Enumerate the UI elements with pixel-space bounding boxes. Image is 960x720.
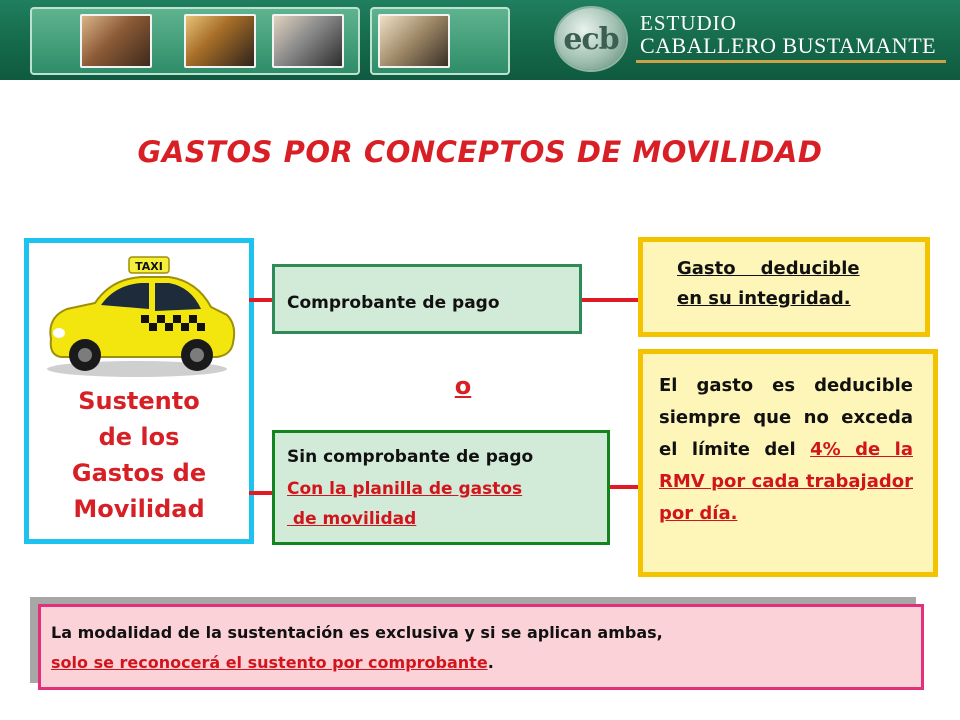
note-line-2 <box>51 653 494 672</box>
note-line-2-end: . <box>487 653 494 672</box>
logo-underline <box>636 60 946 63</box>
header-banner <box>0 0 960 80</box>
exclusivity-note <box>38 604 924 690</box>
expense-sheet-label-1: Con la planilla de gastos <box>287 479 523 499</box>
connector-right-top <box>582 298 640 302</box>
limit-deductible-box <box>638 349 938 577</box>
no-receipt-label: Sin comprobante de pago <box>287 447 534 467</box>
logo-mark: ecb <box>563 21 619 57</box>
company-name-line2: CABALLERO BUSTAMANTE <box>640 33 937 59</box>
support-label-line: de los <box>98 423 180 451</box>
support-label-line: Gastos de <box>71 459 207 487</box>
connector-left-bottom <box>249 491 273 495</box>
fully-deductible-box <box>638 237 930 337</box>
limit-text <box>659 370 913 530</box>
no-receipt-box <box>272 430 610 545</box>
receipt-box <box>272 264 582 334</box>
taxi-icon <box>37 251 241 381</box>
banner-photo-4 <box>378 14 450 68</box>
expense-sheet-label-2: de movilidad <box>287 509 417 529</box>
banner-photo-3 <box>272 14 344 68</box>
taxi-sign-text: TAXI <box>135 260 163 273</box>
or-separator: o <box>454 372 472 400</box>
deductible-line-1: Gasto deducible <box>677 258 860 279</box>
note-line-1: La modalidad de la sustentación es exclusiva y si se aplican ambas, <box>51 623 663 642</box>
banner-photo-2 <box>184 14 256 68</box>
company-name <box>640 12 936 57</box>
ecb-logo-icon <box>556 8 626 70</box>
page-title: GASTOS POR CONCEPTOS DE MOVILIDAD <box>137 135 823 169</box>
receipt-label: Comprobante de pago <box>287 293 500 313</box>
support-label-line: Movilidad <box>73 495 205 523</box>
limit-text-highlight: 4% de la RMV por cada trabajador por día. <box>659 439 913 524</box>
connector-left-top <box>249 298 273 302</box>
support-label-line: Sustento <box>78 387 200 415</box>
company-name-line1: ESTUDIO <box>640 11 737 35</box>
deductible-line-2: en su integridad. <box>677 288 851 309</box>
support-label <box>29 383 249 527</box>
limit-text-main: El gasto es deducible siempre que no exceda el límite del <box>659 375 913 460</box>
note-highlight: solo se reconocerá el sustento por comprobante <box>51 653 488 672</box>
support-box <box>24 238 254 544</box>
connector-right-bottom <box>610 485 640 489</box>
banner-photo-1 <box>80 14 152 68</box>
